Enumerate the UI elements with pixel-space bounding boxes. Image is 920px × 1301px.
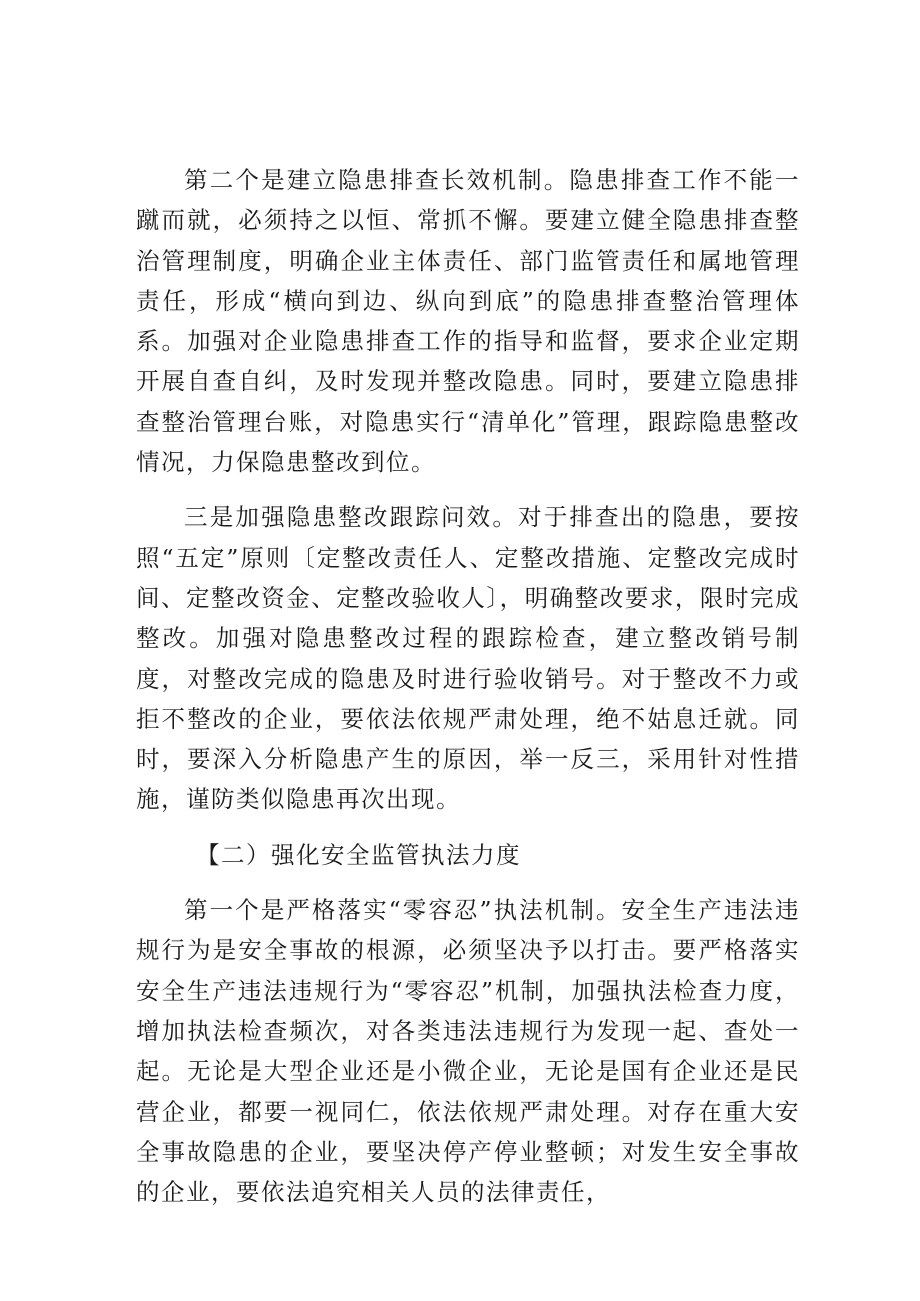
paragraph-hidden-danger-mechanism: 第二个是建立隐患排查长效机制。隐患排查工作不能一蹴而就，必须持之以恒、常抓不懈。要建立健全隐患排查整治管理制度，明确企业主体责任、部门监管责任和属地管理责任，形成“横向到边、纵向到底”的隐患排查整治管理体系。加强对企业隐患排查工作的指导和监督，要求企业定期开展自查自纠，及时发现并整改隐患。同时，要建立隐患排查整治管理台账，对隐患实行“清单化”管理，跟踪隐患整改情况，力保隐患整改到位。 xyxy=(136,166,800,477)
section-heading: 【二）强化安全监管执法力度 xyxy=(196,840,521,869)
paragraph-rectification-tracking: 三是加强隐患整改跟踪问效。对于排查出的隐患，要按照“五定”原则〔定整改责任人、定整改措施、定整改完成时间、定整改资金、定整改验收人〕，明确整改要求，限时完成整改。加强对隐患整改过程的跟踪检查，建立整改销号制度，对整改完成的隐患及时进行验收销号。对于整改不力或拒不整改的企业，要依法依规严肃处理，绝不姑息迁就。同时，要深入分析隐患产生的原因，举一反三，采用针对性措施，谨防类似隐患再次出现。 xyxy=(136,503,800,814)
document-body xyxy=(136,160,800,1227)
paragraph-zero-tolerance: 第一个是严格落实“零容忍”执法机制。安全生产违法违规行为是安全事故的根源，必须坚决予以打击。要严格落实安全生产违法违规行为“零容忍”机制，加强执法检查力度，增加执法检查频次，对各类违法违规行为发现一起、查处一起。无论是大型企业还是小微企业，无论是国有企业还是民营企业，都要一视同仁，依法依规严肃处理。对存在重大安全事故隐患的企业，要坚决停产停业整顿；对发生安全事故的企业，要依法追究相关人员的法律责任， xyxy=(136,896,800,1207)
